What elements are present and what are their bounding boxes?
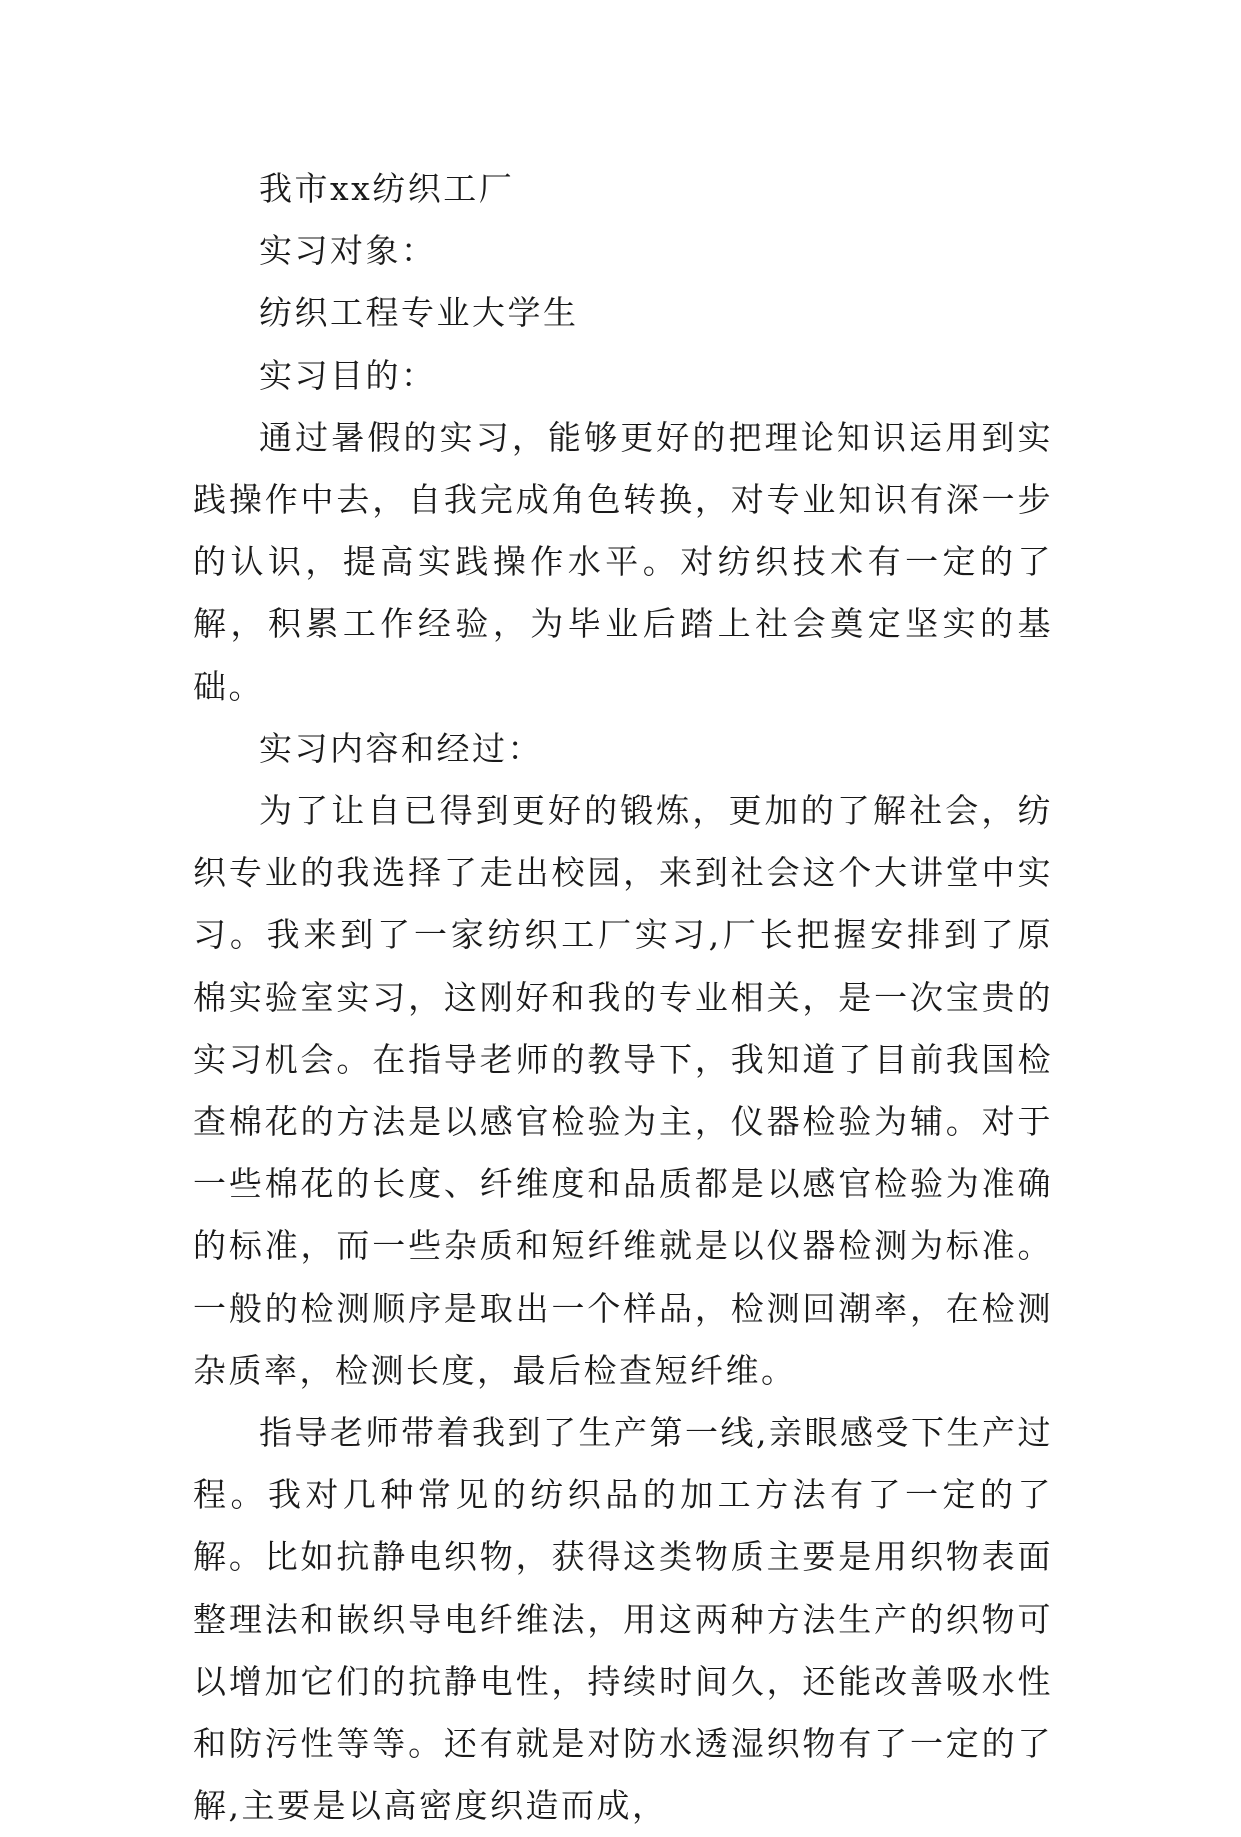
heading-internship-target: 实习对象： [259, 231, 437, 271]
document-body [193, 158, 1053, 1837]
paragraph-content-lab: 为了让自已得到更好的锻炼，更加的了解社会，纺织专业的我选择了走出校园，来到社会这个大讲堂中实习。我来到了一家纺织工厂实习,厂长把握安排到了原棉实验室实习，这刚好和我的专业相关，是一次宝贵的实习机会。在指导老师的教导下，我知道了目前我国检查棉花的方法是以感官检验为主，仪器检验为辅。对于一些棉花的长度、纤维度和品质都是以感官检验为准确的标准，而一些杂质和短纤维就是以仪器检测为标准。一般的检测顺序是取出一个样品，检测回潮率，在检测杂质率，检测长度，最后检查短纤维。 [193, 791, 1053, 1390]
paragraph-location: 我市xx纺织工厂 [259, 169, 515, 208]
heading-internship-content: 实习内容和经过： [259, 728, 543, 768]
paragraph-purpose: 通过暑假的实习，能够更好的把理论知识运用到实践操作中去，自我完成角色转换，对专业知识有深一步的认识，提高实践操作水平。对纺织技术有一定的了解，积累工作经验，为毕业后踏上社会奠定坚实的基础。 [193, 417, 1053, 706]
paragraph-content-production: 指导老师带着我到了生产第一线,亲眼感受下生产过程。我对几种常见的纺织品的加工方法有了一定的了解。比如抗静电织物，获得这类物质主要是用织物表面整理法和嵌织导电纤维法，用这两种方法生产的织物可以增加它们的抗静电性，持续时间久，还能改善吸水性和防污性等等。还有就是对防水透湿织物有了一定的了解,主要是以高密度织造而成， [193, 1413, 1053, 1826]
heading-internship-purpose: 实习目的： [259, 355, 437, 395]
paragraph-target: 纺织工程专业大学生 [259, 293, 579, 333]
